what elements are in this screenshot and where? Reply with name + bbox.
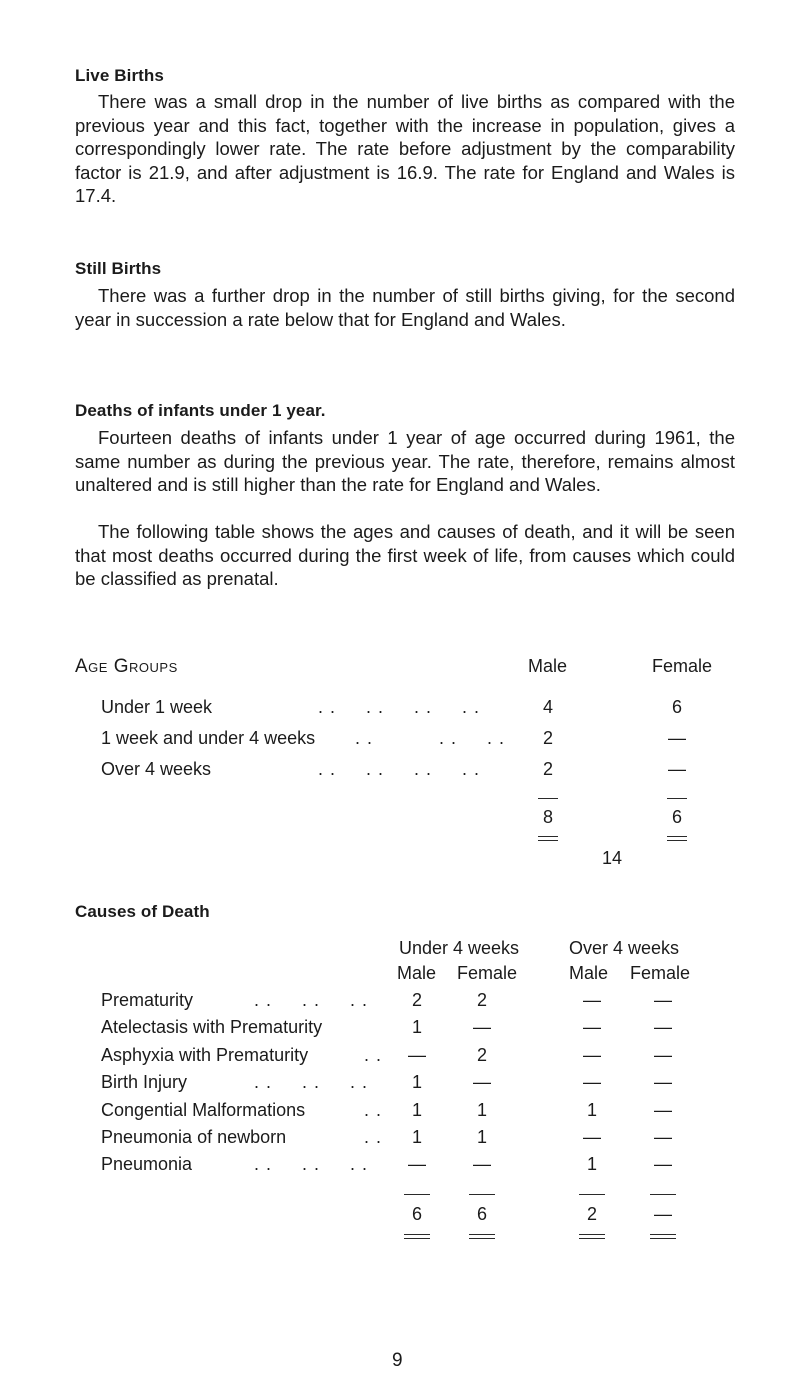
cause-over-female: — <box>654 1017 672 1037</box>
total-double-rule <box>667 840 687 841</box>
leader-dots: . . <box>364 1100 383 1120</box>
total-over-male: 2 <box>586 1204 597 1224</box>
cause-over-female: — <box>654 1154 672 1174</box>
age-row-male: 4 <box>542 697 553 717</box>
sub-female: Female <box>630 963 691 983</box>
cause-under-female: — <box>473 1017 491 1037</box>
leader-dots: . . . . . . . . <box>318 697 481 717</box>
leader-dots: . . . . . . <box>355 728 506 748</box>
total-under-male: 6 <box>411 1204 422 1224</box>
cause-over-female: — <box>654 990 672 1010</box>
cause-under-female: 2 <box>476 1045 487 1065</box>
subtotal-rule <box>650 1194 676 1195</box>
total-double-rule <box>469 1234 495 1235</box>
cause-label: Birth Injury <box>101 1072 188 1092</box>
total-double-rule <box>667 836 687 837</box>
cause-under-male: 1 <box>411 1100 422 1120</box>
total-double-rule <box>404 1238 430 1239</box>
age-total-female: 6 <box>671 807 682 827</box>
causes-heading: Causes of Death <box>75 902 210 921</box>
leader-dots: . . <box>364 1045 383 1065</box>
subtotal-rule <box>579 1194 605 1195</box>
age-row-female: — <box>668 728 686 748</box>
total-double-rule <box>650 1238 676 1239</box>
cause-over-male: — <box>583 1072 601 1092</box>
cause-under-female: 1 <box>476 1127 487 1147</box>
subtotal-rule <box>469 1194 495 1195</box>
total-double-rule <box>650 1234 676 1235</box>
age-row-male: 2 <box>542 728 553 748</box>
total-over-female: — <box>654 1204 672 1224</box>
total-double-rule <box>579 1238 605 1239</box>
cause-label: Prematurity <box>101 990 194 1010</box>
infant-deaths-paragraph: Fourteen deaths of infants under 1 year of age occurred during 1961, the same number as during the previous year. The rate, therefore, remains almost unaltered and is still higher than the rate for England and Wales. <box>75 427 735 495</box>
leader-dots: . . . . . . <box>254 990 369 1010</box>
age-total-male: 8 <box>542 807 553 827</box>
total-under-female: 6 <box>476 1204 487 1224</box>
cause-label: Atelectasis with Prematurity <box>101 1017 323 1037</box>
still-births-heading: Still Births <box>75 259 162 278</box>
total-double-rule <box>404 1234 430 1235</box>
group-over-4-weeks: Over 4 weeks <box>569 938 680 958</box>
total-double-rule <box>538 840 558 841</box>
age-row-label: 1 week and under 4 weeks <box>101 728 316 748</box>
leader-dots: . . <box>364 1127 383 1147</box>
total-double-rule <box>538 836 558 837</box>
live-births-paragraph: There was a small drop in the number of live births as compared with the previous year and this fact, together with the increase in population, gives a correspondingly lower rate. The rate before adjustment by the comparability factor is 21.9, and after adjustment is 16.9. The rate for England and Wales is 17.4. <box>75 91 735 206</box>
sub-female: Female <box>457 963 518 983</box>
cause-under-female: 1 <box>476 1100 487 1120</box>
cause-label: Asphyxia with Prematurity <box>101 1045 309 1065</box>
cause-over-male: — <box>583 1045 601 1065</box>
cause-under-male: 1 <box>411 1072 422 1092</box>
cause-over-male: — <box>583 1127 601 1147</box>
cause-under-female: — <box>473 1154 491 1174</box>
subtotal-rule <box>404 1194 430 1195</box>
cause-under-male: 1 <box>411 1127 422 1147</box>
still-births-paragraph: There was a further drop in the number of still births giving, for the second year in succession a rate below that for England and Wales. <box>75 285 735 330</box>
leader-dots: . . . . . . <box>254 1154 369 1174</box>
age-row-label: Over 4 weeks <box>101 759 212 779</box>
age-row-female: 6 <box>671 697 682 717</box>
live-births-heading: Live Births <box>75 66 164 85</box>
cause-under-male: — <box>408 1154 426 1174</box>
cause-over-male: 1 <box>586 1154 597 1174</box>
sub-male: Male <box>569 963 609 983</box>
cause-under-male: — <box>408 1045 426 1065</box>
age-row-male: 2 <box>542 759 553 779</box>
cause-label: Congential Malformations <box>101 1100 306 1120</box>
subtotal-rule <box>667 798 687 799</box>
leader-dots: . . . . . . . . <box>318 759 481 779</box>
age-grand-total: 14 <box>601 848 623 868</box>
cause-under-female: 2 <box>476 990 487 1010</box>
cause-over-female: — <box>654 1072 672 1092</box>
cause-label: Pneumonia of newborn <box>101 1127 287 1147</box>
cause-over-male: — <box>583 1017 601 1037</box>
cause-over-female: — <box>654 1127 672 1147</box>
cause-under-male: 1 <box>411 1017 422 1037</box>
age-col-male: Male <box>528 656 568 676</box>
cause-over-female: — <box>654 1100 672 1120</box>
cause-over-male: — <box>583 990 601 1010</box>
table-intro-paragraph: The following table shows the ages and causes of death, and it will be seen that most deaths occurred during the first week of life, from causes which could be classified as prenatal. <box>75 521 735 589</box>
cause-over-female: — <box>654 1045 672 1065</box>
sub-male: Male <box>397 963 437 983</box>
total-double-rule <box>579 1234 605 1235</box>
cause-over-male: 1 <box>586 1100 597 1120</box>
page-number: 9 <box>392 1350 403 1371</box>
infant-deaths-heading: Deaths of infants under 1 year. <box>75 401 326 420</box>
age-col-female: Female <box>652 656 713 676</box>
cause-under-female: — <box>473 1072 491 1092</box>
total-double-rule <box>469 1238 495 1239</box>
cause-under-male: 2 <box>411 990 422 1010</box>
age-row-female: — <box>668 759 686 779</box>
subtotal-rule <box>538 798 558 799</box>
age-groups-title: Age Groups <box>75 656 178 677</box>
cause-label: Pneumonia <box>101 1154 193 1174</box>
leader-dots: . . . . . . <box>254 1072 369 1092</box>
age-row-label: Under 1 week <box>101 697 213 717</box>
group-under-4-weeks: Under 4 weeks <box>399 938 520 958</box>
